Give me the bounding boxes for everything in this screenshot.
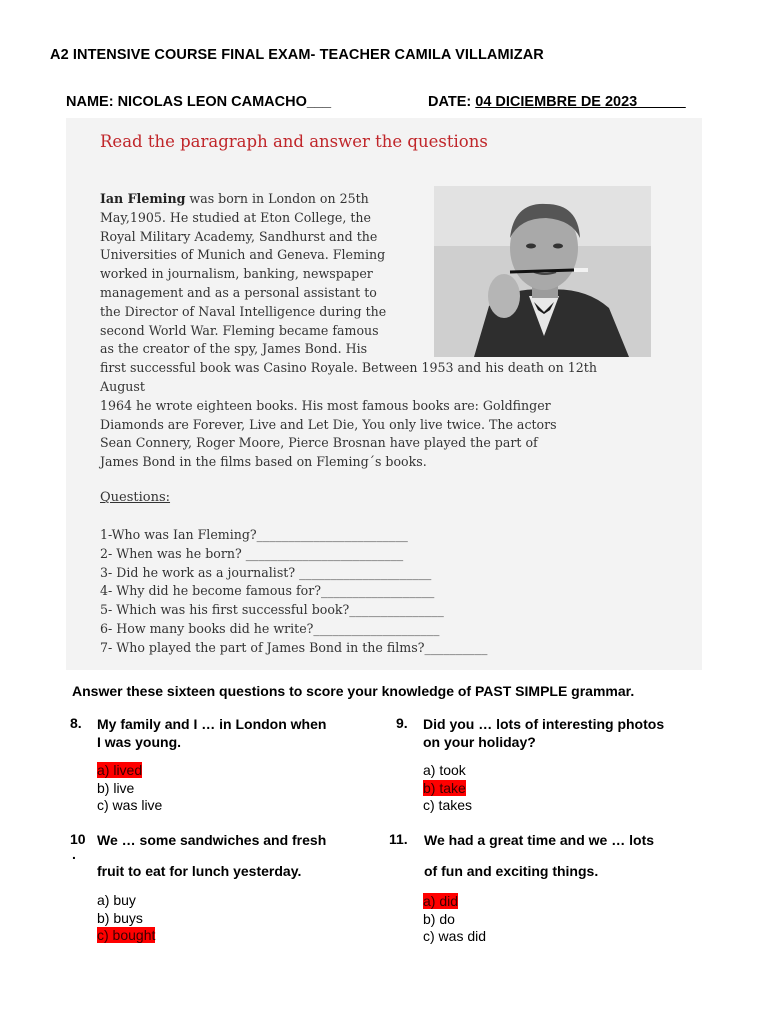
question-number: 11.: [389, 831, 408, 847]
option-label: a) lived: [97, 762, 143, 778]
paragraph-line: [100, 190, 675, 209]
option-label: c) was live: [97, 797, 163, 813]
option-label: a) buy: [97, 892, 136, 908]
paragraph-line: August: [100, 378, 145, 394]
paragraph-line: James Bond in the films based on Fleming´s books.: [100, 454, 427, 470]
reading-questions: [100, 526, 487, 658]
paragraph-line: Universities of Munich and Geneva. Fleming: [100, 247, 386, 263]
stem-line: I was young.: [97, 734, 182, 750]
answer-options: [97, 762, 162, 815]
question-10: [70, 831, 370, 951]
question-9: [396, 715, 716, 835]
paragraph-line: second World War. Fleming became famous: [100, 322, 379, 338]
answer-option[interactable]: [423, 911, 486, 929]
reading-question: 1-Who was Ian Fleming?________________________: [100, 527, 408, 542]
date-value: 04 DICIEMBRE DE 2023______: [475, 94, 686, 110]
answer-option[interactable]: [423, 893, 486, 911]
option-label: b) take: [423, 779, 466, 796]
reading-question: 7- Who played the part of James Bond in the films?__________: [100, 639, 488, 655]
question-number-dot: .: [72, 846, 76, 862]
paragraph-line: May,1905. He studied at Eton College, the: [100, 209, 371, 225]
answer-option[interactable]: [97, 910, 155, 928]
question-stem: [423, 715, 664, 751]
reading-section: [66, 118, 702, 670]
reading-title: Read the paragraph and answer the questions: [100, 132, 488, 151]
answer-options: [97, 892, 155, 945]
paragraph-line: as the creator of the spy, James Bond. His: [100, 341, 368, 357]
exam-title: A2 INTENSIVE COURSE FINAL EXAM- TEACHER CAMILA VILLAMIZAR: [50, 47, 544, 63]
name-label: NAME:: [66, 94, 118, 110]
paragraph-line-text: was born in London on 25th: [185, 191, 369, 206]
option-label: a) did: [423, 893, 459, 909]
question-stem: [424, 831, 654, 880]
option-label: c) takes: [423, 797, 473, 813]
answer-option[interactable]: [97, 892, 155, 910]
stem-line: Did you … lots of interesting photos: [423, 716, 665, 732]
answer-option[interactable]: [423, 797, 472, 815]
answer-option[interactable]: [97, 797, 162, 815]
stem-line: on your holiday?: [423, 734, 536, 750]
question-number: 8.: [70, 715, 82, 731]
option-label: a) took: [423, 762, 466, 778]
answer-option[interactable]: [97, 927, 155, 945]
student-name: [66, 94, 331, 110]
answer-option[interactable]: [423, 780, 472, 798]
answer-option[interactable]: [423, 928, 486, 946]
grammar-instruction: Answer these sixteen questions to score your knowledge of PAST SIMPLE grammar.: [72, 683, 635, 699]
paragraph-line: Sean Connery, Roger Moore, Pierce Brosnan have played the part of: [100, 435, 538, 451]
subject-name: Ian Fleming: [100, 191, 186, 206]
answer-option[interactable]: [97, 762, 162, 780]
questions-heading: Questions:: [100, 490, 171, 505]
option-label: b) live: [97, 779, 135, 796]
stem-line: My family and I … in London when: [97, 716, 327, 732]
paragraph-line: the Director of Naval Intelligence during the: [100, 303, 387, 319]
answer-option[interactable]: [97, 780, 162, 798]
date-label: DATE:: [428, 94, 476, 110]
stem-line: fruit to eat for lunch yesterday.: [97, 863, 302, 879]
answer-option[interactable]: [423, 762, 472, 780]
question-number: 10: [70, 831, 86, 847]
reading-question: 3- Did he work as a journalist? _____________________: [100, 564, 432, 580]
name-value: NICOLAS LEON CAMACHO___: [117, 94, 332, 110]
paragraph-line: worked in journalism, banking, newspaper: [100, 266, 373, 282]
question-stem: [97, 831, 326, 880]
option-label: b) buys: [97, 909, 143, 926]
answer-options: [423, 893, 486, 946]
option-label: b) do: [423, 910, 455, 927]
answer-options: [423, 762, 472, 815]
reading-question: 6- How many books did he write?____________________: [100, 620, 440, 636]
stem-line: We … some sandwiches and fresh: [97, 832, 327, 848]
reading-question: 4- Why did he become famous for?__________________: [100, 583, 435, 599]
option-label: c) bought: [97, 927, 156, 943]
stem-line: of fun and exciting things.: [424, 863, 599, 879]
option-label: c) was did: [423, 928, 487, 944]
paragraph-line: 1964 he wrote eighteen books. His most famous books are: Goldfinger: [100, 397, 551, 413]
exam-date: [428, 94, 686, 110]
paragraph-line: Royal Military Academy, Sandhurst and the: [100, 228, 378, 244]
reading-question: 5- Which was his first successful book?_______________: [100, 602, 444, 618]
paragraph-line: first successful book was Casino Royale. Between 1953 and his death on 12th: [100, 360, 597, 376]
paragraph-line: Diamonds are Forever, Live and Let Die, You only live twice. The actors: [100, 416, 557, 432]
question-11: [389, 831, 719, 951]
paragraph-line: management and as a personal assistant to: [100, 284, 377, 300]
reading-question: 2- When was he born? _________________________: [100, 545, 404, 561]
question-8: [70, 715, 370, 835]
stem-line: We had a great time and we … lots: [424, 832, 655, 848]
reading-paragraph: [100, 190, 675, 472]
question-stem: [97, 715, 326, 751]
question-number: 9.: [396, 715, 408, 731]
